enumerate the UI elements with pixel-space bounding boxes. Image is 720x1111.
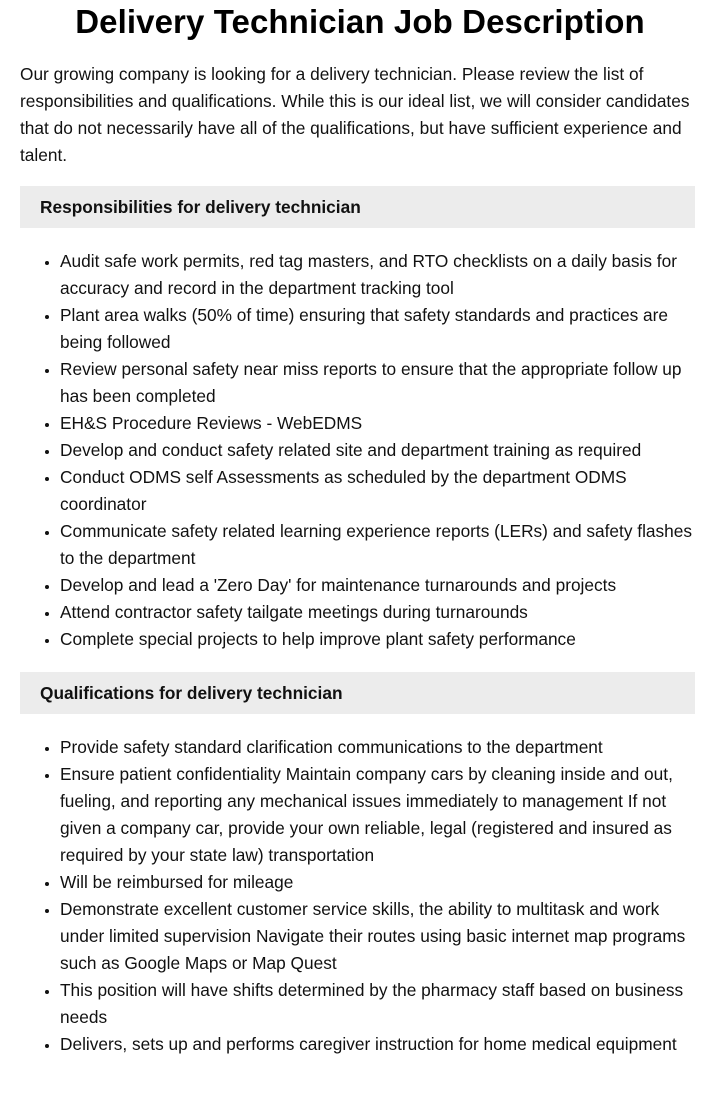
list-item: • This position will have shifts determined by the pharmacy staff based on business needs bbox=[60, 977, 696, 1031]
responsibilities-list bbox=[20, 248, 696, 653]
list-item: • Plant area walks (50% of time) ensuring that safety standards and practices are being followed bbox=[60, 302, 696, 356]
list-item: • Delivers, sets up and performs caregiver instruction for home medical equipment bbox=[60, 1031, 696, 1058]
list-item: • Provide safety standard clarification communications to the department bbox=[60, 734, 696, 761]
list-item: • Demonstrate excellent customer service skills, the ability to multitask and work under limited supervision Navigate their routes using basic internet map programs such as Google Maps or Map Quest bbox=[60, 896, 696, 977]
list-item: • Will be reimbursed for mileage bbox=[60, 869, 696, 896]
list-item: • Ensure patient confidentiality Maintain company cars by cleaning inside and out, fueling, and reporting any mechanical issues immediately to management If not given a company car, provide your own reliable, legal (registered and insured as required by your state law) transportation bbox=[60, 761, 696, 869]
qualifications-list bbox=[20, 734, 696, 1058]
list-item: • EH&S Procedure Reviews - WebEDMS bbox=[60, 410, 696, 437]
responsibilities-header bbox=[20, 186, 695, 228]
list-item: • Develop and conduct safety related site and department training as required bbox=[60, 437, 696, 464]
qualifications-heading: Qualifications for delivery technician bbox=[40, 682, 343, 703]
responsibilities-heading: Responsibilities for delivery technician bbox=[40, 196, 361, 217]
list-item: • Review personal safety near miss reports to ensure that the appropriate follow up has been completed bbox=[60, 356, 696, 410]
list-item: • Audit safe work permits, red tag masters, and RTO checklists on a daily basis for accuracy and record in the department tracking tool bbox=[60, 248, 696, 302]
qualifications-header bbox=[20, 672, 695, 714]
list-item: • Communicate safety related learning experience reports (LERs) and safety flashes to the department bbox=[60, 518, 696, 572]
list-item: • Attend contractor safety tailgate meetings during turnarounds bbox=[60, 599, 696, 626]
page-title: Delivery Technician Job Description bbox=[75, 3, 645, 40]
list-item: • Complete special projects to help improve plant safety performance bbox=[60, 626, 696, 653]
list-item: • Conduct ODMS self Assessments as scheduled by the department ODMS coordinator bbox=[60, 464, 696, 518]
intro-paragraph: Our growing company is looking for a delivery technician. Please review the list of responsibilities and qualifications. While this is our ideal list, we will consider candidates that do not necessarily have all of the qualifications, but have sufficient experience and talent. bbox=[20, 64, 690, 165]
list-item: • Develop and lead a 'Zero Day' for maintenance turnarounds and projects bbox=[60, 572, 696, 599]
